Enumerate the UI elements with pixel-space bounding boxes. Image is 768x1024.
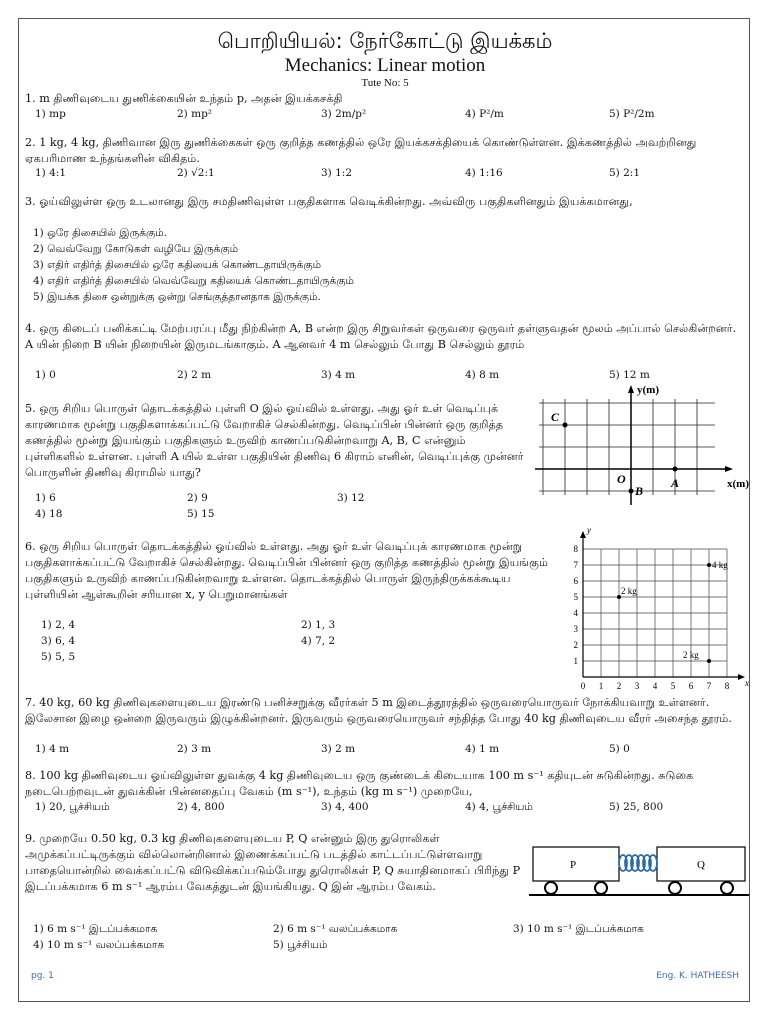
title-english: Mechanics: Linear motion <box>284 55 486 76</box>
q7-option-5: 5) 0 <box>609 743 630 755</box>
question-5: 5. ஒரு சிறிய பொருள் தொடக்கத்தில் புள்ளி O இல் ஓய்வில் உள்ளது. அது ஓர் உள் வெடிப்புக் காரணமாக மூன்று பகுதிகளாக்கப்பட்டு வேறாகிச் செல்கின்றது. வெடிப்பின் பின்னர் ஒரு குறித்த கணத்தில் மூன்று இயங்கும் பகுதிகளும் உருவிற் காணப்படுகின்றவாறு A, B, C என்னும் புள்ளிகளில் உள்ளன. புள்ளி A யில் உள்ள பகுதியின் திணிவு 6 கிராம் எனின், வெடிப்புக்கு முன்னர் பொருளின் திணிவு கிராமில் யாது? <box>25 402 524 479</box>
question-8: 8. 100 kg திணிவுடைய ஓய்விலுள்ள துவக்கு 4 kg திணிவுடைய ஒரு குண்டைக் கிடையாக 100 m s⁻¹ கதியுடன் சுடுகின்றது. சுடுகை நடைபெற்றவுடன் துவக்கின் பின்னதைப்பு வேகம் (m s⁻¹), உந்தம் (kg m s⁻¹) முறையே, <box>25 769 694 798</box>
q2-option-3: 3) 1:2 <box>321 167 353 179</box>
q8-option-2: 2) 4, 800 <box>177 801 225 813</box>
q4-option-4: 4) 8 m <box>465 369 500 381</box>
q4-option-5: 5) 12 m <box>609 369 650 381</box>
q6-option-5: 5) 5, 5 <box>41 651 76 663</box>
fig5-point-a: A <box>671 476 680 490</box>
q2-option-5: 5) 2:1 <box>609 167 641 179</box>
fig5-point-c: C <box>551 410 560 424</box>
q4-option-3: 3) 4 m <box>321 369 356 381</box>
q1-option-1: 1) mp <box>35 108 66 120</box>
q4-option-2: 2) 2 m <box>177 369 212 381</box>
fig5-x-label: x(m) <box>727 478 749 490</box>
q3-option-3: 3) எதிர் எதிர்த் திசையில் ஒரே கதியைக் கொண்டதாயிருக்கும் <box>33 259 322 271</box>
fig5-point-o: O <box>617 472 626 486</box>
q8-option-1: 1) 20, பூச்சியம் <box>35 801 110 813</box>
q5-option-1: 1) 6 <box>35 492 56 504</box>
fig5-y-label: y(m) <box>637 384 659 396</box>
q5-option-5: 5) 15 <box>187 508 215 520</box>
question-3: 3. ஓய்விலுள்ள ஒரு உடலானது இரு சமதிணிவுள்ள பகுதிகளாக வெடிக்கின்றது. அவ்விரு பகுதிகளினதும் இயக்கமானது, <box>25 195 633 208</box>
q1-option-2: 2) mp² <box>177 108 213 120</box>
fig6-mass-label: 2 kg <box>621 586 637 596</box>
q9-option-5: 5) பூச்சியம் <box>273 939 328 951</box>
q6-option-2: 2) 1, 3 <box>301 619 336 631</box>
q2-option-1: 1) 4:1 <box>35 167 67 179</box>
fig6-x-axis: x <box>745 678 749 688</box>
fig6-mass-label: 2 kg <box>683 650 699 660</box>
question-9: 9. முறையே 0.50 kg, 0.3 kg திணிவுகளையுடைய P, Q என்னும் இரு துரொலிகள் அமுக்கப்பட்டிருக்கும் வில்லொன்றினால் இணைக்கப்பட்டு படத்தில் காட்டப்பட்டுள்ளவாறு பாதையொன்றில் வைக்கப்பட்டு விடுவிக்கப்படும்போது துரொலிகள் P, Q சுயாதினமாகப் பிரிந்து P இடப்பக்கமாக 6 m s⁻¹ ஆரம்ப வேகத்துடன் இயங்கியது. Q இன் ஆரம்ப வேகம். <box>25 832 521 893</box>
q7-option-1: 1) 4 m <box>35 743 70 755</box>
q8-option-5: 5) 25, 800 <box>609 801 664 813</box>
q3-option-2: 2) வெவ்வேறு கோடுகள் வழியே இருக்கும் <box>33 243 239 255</box>
fig5-point-b: B <box>635 484 644 498</box>
q7-option-2: 2) 3 m <box>177 743 212 755</box>
q7-option-4: 4) 1 m <box>465 743 500 755</box>
fig6-x-tick: 4 <box>652 681 658 691</box>
question-1: 1. m திணிவுடைய துணிக்கையின் உந்தம் p, அதன் இயக்கசக்தி <box>25 92 343 105</box>
question-6: 6. ஒரு சிறிய பொருள் தொடக்கத்தில் ஓய்வில் உள்ளது. அது ஓர் உள் வெடிப்புக் காரணமாக மூன்று பகுதிகளாக்கப்பட்டு வேறாகிச் செல்கின்றது. வெடிப்பின் பின்னர் ஒரு குறித்த கணத்தில் மூன்று இயங்கும் பகுதிகளும் உருவிற் காணப்படுகின்றவாறு உள்ளன. தொடக்கத்தில் பொருள் இருந்திருக்கக்கூடிய புள்ளியின் ஆள்கூறின் சரியான x, y பெறுமானங்கள் <box>25 540 549 601</box>
q8-option-4: 4) 4, பூச்சியம் <box>465 801 533 813</box>
q9-option-3: 3) 10 m s⁻¹ இடப்பக்கமாக <box>513 923 644 935</box>
fig6-y-tick: 2 <box>573 640 578 650</box>
fig6-y-tick: 6 <box>573 576 578 586</box>
fig6-y-axis: y <box>587 525 591 535</box>
author-name: Eng. K. HATHEESH <box>656 971 739 981</box>
q3-option-4: 4) எதிர் எதிர்த் திசையில் வெவ்வேறு கதியைக் கொண்டதாயிருக்கும் <box>33 275 354 287</box>
q1-option-3: 3) 2m/p² <box>321 108 367 120</box>
fig6-y-tick: 3 <box>573 624 578 634</box>
fig6-x-tick: 5 <box>670 681 676 691</box>
figure-5-grid <box>531 379 753 509</box>
q6-option-3: 3) 6, 4 <box>41 635 76 647</box>
question-2: 2. 1 kg, 4 kg, திணிவான இரு துணிக்கைகள் ஒரு குறித்த கணத்தில் ஒரே இயக்கசக்தியைக் கொண்டுள்ளன. இக்கணத்தில் அவற்றினது ஏகபரிமாண உந்தங்களின் விகிதம். <box>25 136 697 165</box>
fig6-y-tick: 5 <box>573 592 578 602</box>
q8-option-3: 3) 4, 400 <box>321 801 369 813</box>
fig6-y-tick: 7 <box>573 560 578 570</box>
q1-option-5: 5) P²/2m <box>609 108 655 120</box>
worksheet-page <box>18 18 750 1002</box>
q2-option-4: 4) 1:16 <box>465 167 503 179</box>
q7-option-3: 3) 2 m <box>321 743 356 755</box>
fig6-x-tick: 1 <box>598 681 604 691</box>
trolley-q-label: Q <box>697 859 705 871</box>
q9-option-1: 1) 6 m s⁻¹ இடப்பக்கமாக <box>33 923 158 935</box>
q5-option-3: 3) 12 <box>337 492 365 504</box>
fig6-y-tick: 8 <box>573 544 578 554</box>
q2-option-2: 2) √2:1 <box>177 167 215 179</box>
q3-option-1: 1) ஒரே திசையில் இருக்கும். <box>33 227 168 239</box>
figure-9-trolleys <box>529 841 751 901</box>
page-number: pg. 1 <box>31 971 54 981</box>
q6-option-1: 1) 2, 4 <box>41 619 76 631</box>
q9-option-2: 2) 6 m s⁻¹ வலப்பக்கமாக <box>273 923 398 935</box>
figure-6-grid <box>559 521 751 691</box>
q1-option-4: 4) P²/m <box>465 108 504 120</box>
spring-icon <box>619 855 657 871</box>
fig6-y-tick: 4 <box>573 608 578 618</box>
fig6-x-tick: 8 <box>724 681 730 691</box>
q5-option-4: 4) 18 <box>35 508 63 520</box>
q4-option-1: 1) 0 <box>35 369 56 381</box>
q3-option-5: 5) இயக்க திசை ஒன்றுக்கு ஒன்று செங்குத்தானதாக இருக்கும். <box>33 291 321 303</box>
fig6-x-tick: 3 <box>634 681 640 691</box>
trolley-p-label: P <box>569 859 577 871</box>
fig6-x-tick: 2 <box>616 681 622 691</box>
fig6-y-tick: 1 <box>573 656 578 666</box>
fig6-mass-label: 4 kg <box>712 560 728 570</box>
q9-option-4: 4) 10 m s⁻¹ வலப்பக்கமாக <box>33 939 165 951</box>
fig6-x-tick: 6 <box>688 681 694 691</box>
question-7: 7. 40 kg, 60 kg திணிவுகளையுடைய இரண்டு பனிச்சறுக்கு வீரர்கள் 5 m இடைத்தூரத்தில் ஒருவரையொருவர் நோக்கியவாறு உள்ளனர். இலேசான இழை ஒன்றை இருவரும் இழுக்கின்றனர். இருவரும் ஒருவரையொருவர் சந்தித்த போது 40 kg திணிவுடைய வீரர் அசைந்த தூரம். <box>25 696 732 725</box>
title-tamil: பொறியியல்: நேர்கோட்டு இயக்கம் <box>217 29 553 53</box>
fig6-x-tick: 0 <box>580 681 586 691</box>
tute-number: Tute No: 5 <box>361 77 409 89</box>
question-4: 4. ஒரு கிடைப் பனிக்கட்டி மேற்பரப்பு மீது நிற்கின்ற A, B என்ற இரு சிறுவர்கள் ஒருவரை ஒருவர் தள்ளுவதன் மூலம் அப்பால் செல்கின்றனர். A யின் நிறை B யின் நிறையின் இருமடங்காகும். A ஆனவர் 4 m செல்லும் போது B செல்லும் தூரம் <box>25 322 737 351</box>
q5-option-2: 2) 9 <box>187 492 208 504</box>
fig6-x-tick: 7 <box>706 681 712 691</box>
q6-option-4: 4) 7, 2 <box>301 635 336 647</box>
